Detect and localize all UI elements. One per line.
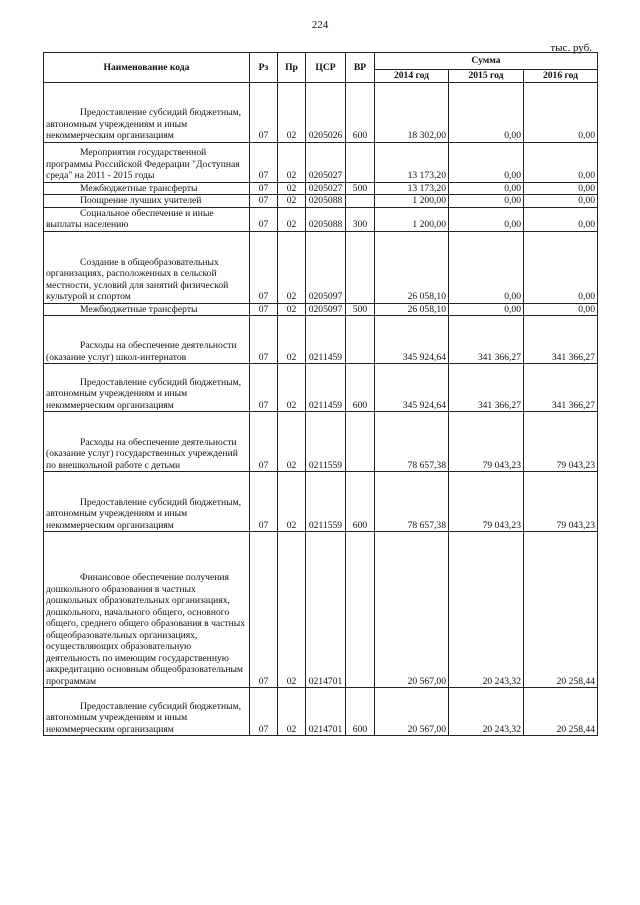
- row-name: [44, 472, 250, 532]
- row-value-2014: 345 924,64: [375, 316, 449, 364]
- units-label: тыс. руб.: [550, 42, 592, 54]
- row-value-2016: 20 258,44: [524, 532, 598, 688]
- row-pr: 02: [278, 207, 306, 231]
- row-value-2016: 0,00: [524, 142, 598, 182]
- row-pr: 02: [278, 231, 306, 303]
- row-csr: 0211459: [306, 316, 346, 364]
- row-vr: 500: [346, 182, 375, 195]
- row-value-2016: 0,00: [524, 303, 598, 316]
- row-csr: 0205097: [306, 231, 346, 303]
- row-value-2015: 79 043,23: [449, 412, 524, 472]
- header-pr: Пр: [278, 53, 306, 83]
- table-row: [44, 82, 598, 142]
- row-name: [44, 231, 250, 303]
- page-number: 224: [311, 19, 329, 31]
- row-value-2015: 79 043,23: [449, 472, 524, 532]
- row-value-2014: 78 657,38: [375, 412, 449, 472]
- row-csr: 0205026: [306, 82, 346, 142]
- header-row: [44, 53, 598, 70]
- row-pr: 02: [278, 82, 306, 142]
- row-vr: 600: [346, 82, 375, 142]
- row-value-2015: 0,00: [449, 82, 524, 142]
- table-row: [44, 412, 598, 472]
- row-name: [44, 364, 250, 412]
- header-2014: 2014 год: [375, 70, 449, 83]
- row-vr: [346, 231, 375, 303]
- row-rz: 07: [250, 207, 278, 231]
- row-name-text: Расходы на обеспечение деятельности (оказание услуг) школ-интернатов: [46, 340, 237, 363]
- row-value-2015: 20 243,32: [449, 688, 524, 736]
- row-value-2014: 1 200,00: [375, 195, 449, 208]
- table-row: [44, 316, 598, 364]
- header-2016: 2016 год: [524, 70, 598, 83]
- row-vr: 600: [346, 688, 375, 736]
- row-value-2014: 20 567,00: [375, 532, 449, 688]
- row-value-2016: 0,00: [524, 182, 598, 195]
- row-rz: 07: [250, 688, 278, 736]
- table-row: [44, 207, 598, 231]
- row-vr: [346, 316, 375, 364]
- row-value-2016: 341 366,27: [524, 364, 598, 412]
- row-csr: 0214701: [306, 688, 346, 736]
- row-name-text: Предоставление субсидий бюджетным, автономным учреждениям и иным некоммерческим организациям: [46, 700, 242, 735]
- row-vr: [346, 412, 375, 472]
- row-vr: [346, 195, 375, 208]
- row-name-text: Предоставление субсидий бюджетным, автономным учреждениям и иным некоммерческим организациям: [46, 496, 242, 531]
- row-value-2016: 79 043,23: [524, 412, 598, 472]
- row-csr: 0211459: [306, 364, 346, 412]
- table-row: [44, 142, 598, 182]
- header-csr: ЦСР: [306, 53, 346, 83]
- row-name-text: Межбюджетные трансферты: [80, 182, 198, 194]
- row-value-2016: 0,00: [524, 82, 598, 142]
- row-name-text: Создание в общеобразовательных организациях, расположенных в сельской местности, условий для занятий физической культурой и спортом: [46, 256, 229, 302]
- row-vr: 600: [346, 472, 375, 532]
- row-rz: 07: [250, 364, 278, 412]
- row-name-text: Предоставление субсидий бюджетным, автономным учреждениям и иным некоммерческим организациям: [46, 107, 242, 141]
- row-name: [44, 532, 250, 688]
- row-value-2016: 0,00: [524, 207, 598, 231]
- row-rz: 07: [250, 532, 278, 688]
- row-value-2015: 20 243,32: [449, 532, 524, 688]
- row-value-2016: 341 366,27: [524, 316, 598, 364]
- header-rz: Рз: [250, 53, 278, 83]
- row-name: [44, 142, 250, 182]
- row-pr: 02: [278, 195, 306, 208]
- row-csr: 0211559: [306, 472, 346, 532]
- row-name: [44, 688, 250, 736]
- header-sum: Сумма: [375, 53, 598, 70]
- row-value-2014: 13 173,20: [375, 182, 449, 195]
- row-value-2015: 0,00: [449, 195, 524, 208]
- row-value-2014: 26 058,10: [375, 231, 449, 303]
- row-name-text: Социальное обеспечение и иные выплаты населению: [46, 207, 214, 230]
- table-row: [44, 195, 598, 208]
- table-row: [44, 532, 598, 688]
- row-name: [44, 207, 250, 231]
- row-pr: 02: [278, 472, 306, 532]
- row-pr: 02: [278, 688, 306, 736]
- row-name-text: Мероприятия государственной программы Российской Федерации "Доступная среда" на 2011 - 2015 годы: [46, 147, 240, 181]
- row-vr: 300: [346, 207, 375, 231]
- row-rz: 07: [250, 472, 278, 532]
- row-value-2014: 345 924,64: [375, 364, 449, 412]
- row-csr: 0214701: [306, 532, 346, 688]
- row-value-2016: 20 258,44: [524, 688, 598, 736]
- row-pr: 02: [278, 316, 306, 364]
- row-value-2016: 0,00: [524, 195, 598, 208]
- table-row: [44, 472, 598, 532]
- row-csr: 0205088: [306, 207, 346, 231]
- row-name-text: Расходы на обеспечение деятельности (оказание услуг) государственных учреждений по внешкольной работе с детьми: [46, 436, 238, 471]
- header-2015: 2015 год: [449, 70, 524, 83]
- row-pr: 02: [278, 142, 306, 182]
- row-name: [44, 316, 250, 364]
- row-csr: 0205088: [306, 195, 346, 208]
- row-vr: [346, 142, 375, 182]
- row-vr: 600: [346, 364, 375, 412]
- row-csr: 0211559: [306, 412, 346, 472]
- row-value-2015: 341 366,27: [449, 364, 524, 412]
- table-row: [44, 303, 598, 316]
- table-row: [44, 231, 598, 303]
- row-name-text: Финансовое обеспечение получения дошкольного образования в частных дошкольных образовательных организациях, дошкольного, начального общего, основного общего, среднего общего образования в частных общеобразовательных организациях, осуществляющих образовательную деятельность по имеющим государственную аккредитацию основным общеобразовательным программам: [46, 572, 246, 687]
- row-rz: 07: [250, 231, 278, 303]
- row-value-2014: 20 567,00: [375, 688, 449, 736]
- row-vr: 500: [346, 303, 375, 316]
- row-value-2016: 0,00: [524, 231, 598, 303]
- row-name-text: Предоставление субсидий бюджетным, автономным учреждениям и иным некоммерческим организациям: [46, 376, 242, 411]
- row-pr: 02: [278, 364, 306, 412]
- row-pr: 02: [278, 412, 306, 472]
- row-value-2015: 0,00: [449, 142, 524, 182]
- row-value-2014: 13 173,20: [375, 142, 449, 182]
- row-name: [44, 182, 250, 195]
- row-value-2015: 0,00: [449, 182, 524, 195]
- table-row: [44, 182, 598, 195]
- row-pr: 02: [278, 532, 306, 688]
- budget-table: [43, 52, 598, 736]
- row-value-2015: 0,00: [449, 231, 524, 303]
- row-name: [44, 412, 250, 472]
- header-vr: ВР: [346, 53, 375, 83]
- row-pr: 02: [278, 182, 306, 195]
- table-row: [44, 688, 598, 736]
- row-rz: 07: [250, 142, 278, 182]
- row-name: [44, 303, 250, 316]
- row-rz: 07: [250, 303, 278, 316]
- row-name-text: Межбюджетные трансферты: [80, 303, 198, 315]
- row-vr: [346, 532, 375, 688]
- row-rz: 07: [250, 195, 278, 208]
- row-value-2016: 79 043,23: [524, 472, 598, 532]
- row-rz: 07: [250, 82, 278, 142]
- row-pr: 02: [278, 303, 306, 316]
- row-name: [44, 82, 250, 142]
- row-value-2014: 26 058,10: [375, 303, 449, 316]
- row-csr: 0205097: [306, 303, 346, 316]
- row-rz: 07: [250, 412, 278, 472]
- row-value-2015: 0,00: [449, 303, 524, 316]
- row-value-2014: 1 200,00: [375, 207, 449, 231]
- row-name-text: Поощрение лучших учителей: [80, 195, 202, 206]
- row-value-2015: 341 366,27: [449, 316, 524, 364]
- table-row: [44, 364, 598, 412]
- row-csr: 0205027: [306, 142, 346, 182]
- row-rz: 07: [250, 316, 278, 364]
- header-name: Наименование кода: [44, 53, 250, 83]
- row-name: [44, 195, 250, 208]
- row-rz: 07: [250, 182, 278, 195]
- row-csr: 0205027: [306, 182, 346, 195]
- row-value-2015: 0,00: [449, 207, 524, 231]
- row-value-2014: 18 302,00: [375, 82, 449, 142]
- row-value-2014: 78 657,38: [375, 472, 449, 532]
